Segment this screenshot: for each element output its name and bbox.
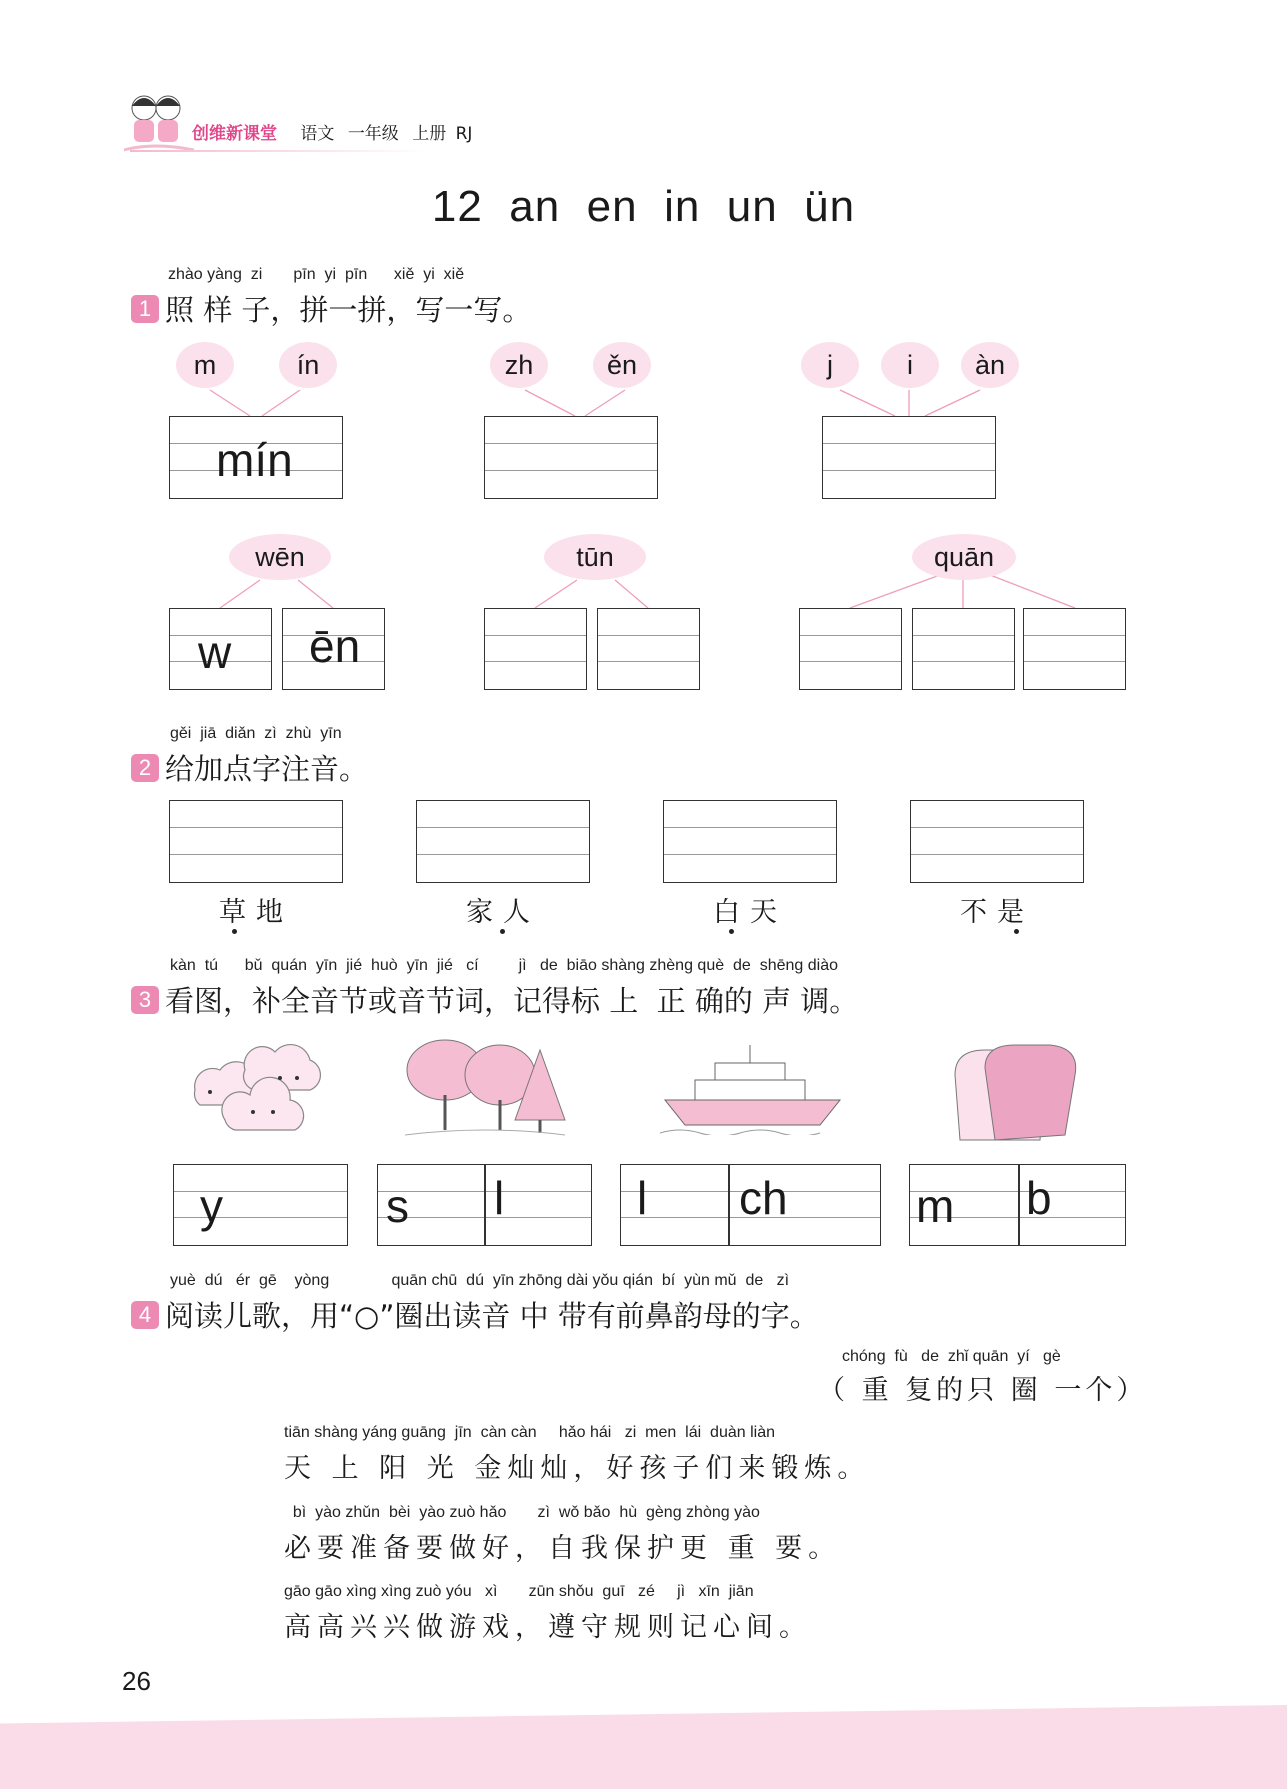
- poem-line: 必要准备要做好，自我保护更 重 要。: [284, 1533, 842, 1564]
- grade: 一年级: [347, 124, 399, 144]
- bubble-medial: i: [881, 342, 939, 388]
- given-letter: l: [494, 1172, 505, 1224]
- example-answer: ēn: [309, 620, 361, 672]
- q3-number-badge: 3: [131, 986, 159, 1014]
- answer-box[interactable]: [912, 608, 1015, 690]
- q2-pinyin: gěi jiā diǎn zì zhù yīn: [170, 725, 342, 742]
- answer-box[interactable]: [1023, 608, 1126, 690]
- q1-pinyin: zhào yàng zi pīn yi pīn xiě yi xiě: [168, 266, 465, 283]
- q3-heading: [131, 979, 858, 1020]
- answer-box[interactable]: [822, 416, 996, 499]
- emphasis-dot: [729, 929, 734, 934]
- clouds-picture: [185, 1040, 340, 1140]
- q1-number-badge: 1: [131, 295, 159, 323]
- bubble-final: àn: [961, 342, 1019, 388]
- lesson-title: 12 an en in un ün: [431, 182, 856, 231]
- q4-heading: [131, 1294, 819, 1335]
- answer-box[interactable]: [173, 1164, 348, 1246]
- ship-picture: [660, 1045, 845, 1135]
- word: 不是: [960, 897, 1034, 928]
- bubble-initial: zh: [490, 342, 548, 388]
- q2-number-badge: 2: [131, 754, 159, 782]
- bread-picture: [945, 1040, 1085, 1145]
- bubble-final: ín: [279, 342, 337, 388]
- emphasis-dot: [500, 929, 505, 934]
- q2-heading: [131, 747, 368, 788]
- given-letter: ch: [739, 1172, 788, 1224]
- poem-line: 高高兴兴做游戏，遵守规则记心间。: [284, 1612, 812, 1643]
- bubble-syllable: quān: [912, 534, 1016, 580]
- q3-pinyin: kàn tú bǔ quán yīn jié huò yīn jié cí jì de biāo shàng zhèng què de shēng diào: [170, 957, 838, 974]
- q1-heading: [131, 288, 531, 329]
- given-letter: l: [637, 1172, 648, 1224]
- answer-box[interactable]: [484, 608, 587, 690]
- answer-box[interactable]: [597, 608, 700, 690]
- answer-box[interactable]: [484, 416, 658, 499]
- q2-instruction: 给加点字注音。: [165, 752, 369, 786]
- answer-box[interactable]: [169, 416, 343, 499]
- q3-instruction: 看图，补全音节或音节词，记得标 上 正 确的 声 调。: [165, 984, 859, 1018]
- answer-box[interactable]: [910, 800, 1084, 883]
- note-pinyin: chóng fù de zhǐ quān yí gè: [842, 1348, 1061, 1365]
- given-letter: m: [916, 1180, 955, 1232]
- answer-box[interactable]: [416, 800, 590, 883]
- example-answer: mín: [216, 434, 293, 486]
- q4-number-badge: 4: [131, 1301, 159, 1329]
- poem-pinyin: bì yào zhǔn bèi yào zuò hǎo zì wǒ bǎo hù gèng zhòng yào: [284, 1504, 760, 1521]
- word: 草地: [219, 897, 293, 928]
- answer-box[interactable]: [620, 1164, 881, 1246]
- bubble-syllable: tūn: [544, 534, 646, 580]
- answer-box[interactable]: [282, 608, 385, 690]
- q1-instruction: 照 样 子，拼一拼，写一写。: [165, 293, 532, 327]
- page-number: 26: [122, 1666, 151, 1696]
- answer-box[interactable]: [909, 1164, 1126, 1246]
- volume: 上册: [412, 124, 447, 144]
- answer-box[interactable]: [663, 800, 837, 883]
- bubble-initial: j: [801, 342, 859, 388]
- answer-box[interactable]: [169, 800, 343, 883]
- poem-line: 天 上 阳 光 金灿灿，好孩子们来锻炼。: [284, 1453, 871, 1484]
- word: 家人: [466, 897, 540, 928]
- bubble-initial: m: [176, 342, 234, 388]
- word: 白天: [713, 897, 787, 928]
- bubble-syllable: wēn: [229, 534, 331, 580]
- given-letter: y: [200, 1180, 223, 1232]
- q4-instruction: 阅读儿歌，用“○”圈出读音 中 带有前鼻韵母的字。: [165, 1299, 819, 1333]
- subject: 语文: [300, 124, 335, 144]
- edition: RJ: [455, 124, 473, 144]
- poem-pinyin: tiān shàng yáng guāng jīn càn càn hǎo hái zi men lái duàn liàn: [284, 1424, 775, 1441]
- emphasis-dot: [1014, 929, 1019, 934]
- answer-box[interactable]: [377, 1164, 592, 1246]
- poem-pinyin: gāo gāo xìng xìng zuò yóu xì zūn shǒu guī zé jì xīn jiān: [284, 1583, 754, 1600]
- example-answer: w: [198, 626, 232, 678]
- bubble-final: ěn: [593, 342, 651, 388]
- given-letter: b: [1026, 1172, 1052, 1224]
- forest-picture: [400, 1035, 570, 1145]
- note: （ 重 复的只 圈 一个）: [818, 1375, 1148, 1406]
- answer-box[interactable]: [169, 608, 272, 690]
- emphasis-dot: [232, 929, 237, 934]
- given-letter: s: [386, 1180, 409, 1232]
- answer-box[interactable]: [799, 608, 902, 690]
- q4-pinyin: yuè dú ér gē yòng quān chū dú yīn zhōng dài yǒu qián bí yùn mǔ de zì: [170, 1272, 790, 1289]
- brand-name: 创维新课堂: [192, 124, 277, 144]
